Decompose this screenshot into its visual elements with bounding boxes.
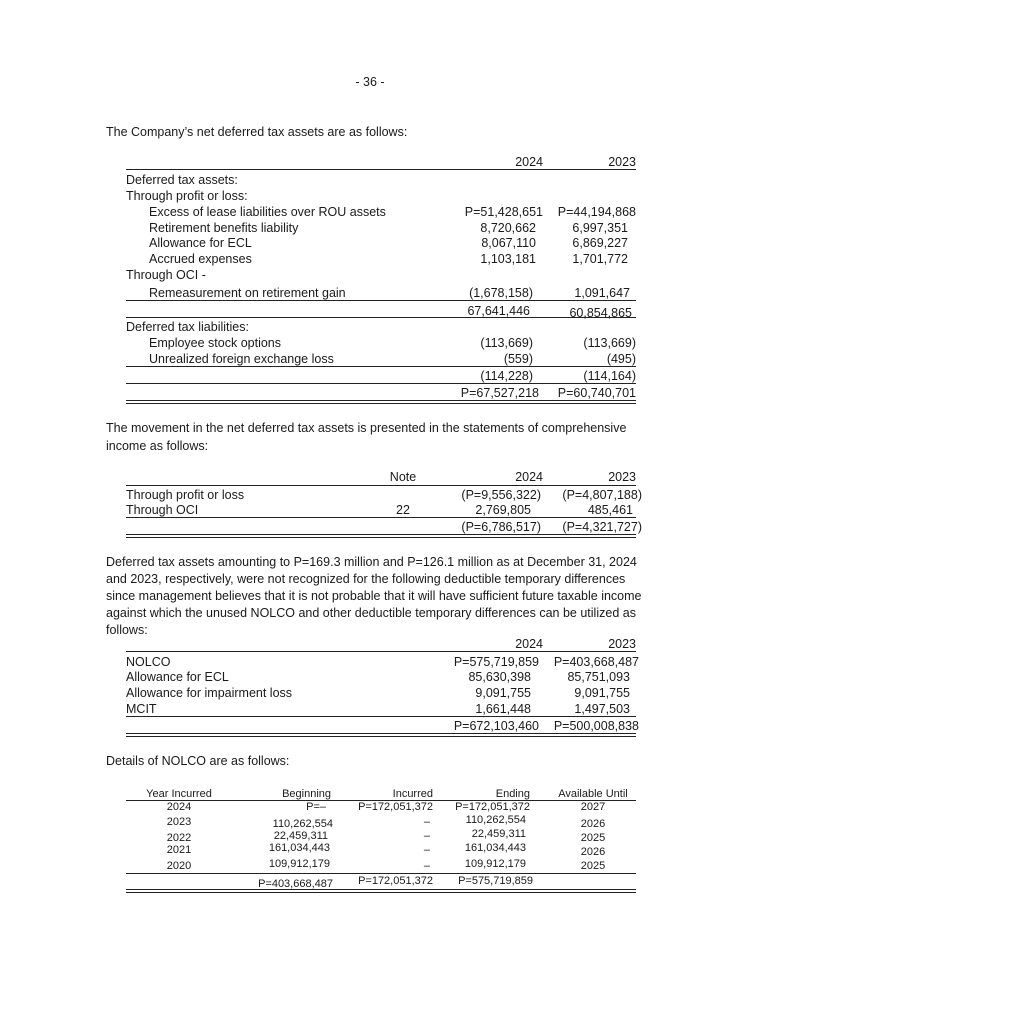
incurred: – (423, 816, 430, 828)
ending: 109,912,179 (464, 858, 526, 870)
t2-row-pl (126, 487, 642, 503)
value-2023: P=500,008,838 (553, 719, 639, 733)
t2-year-2024: 2024 (515, 470, 543, 484)
value-2023: (495) (606, 352, 636, 366)
label: Deferred tax assets: (126, 173, 238, 187)
header-year-incurred: Year Incurred (146, 788, 212, 800)
label: Unrealized foreign exchange loss (149, 352, 334, 366)
value-2024: 85,630,398 (468, 670, 531, 684)
value-2023: 9,091,755 (574, 686, 630, 700)
t1-row-remeasurement (126, 285, 636, 301)
value-2023: 6,997,351 (572, 221, 628, 235)
value-2024: 8,067,110 (481, 236, 536, 250)
t3-total-rule-a (126, 733, 636, 734)
t2-total (126, 519, 642, 535)
t3-rule (126, 716, 636, 717)
value-2024: (1,678,158) (469, 286, 533, 300)
t1-rule-2 (126, 317, 636, 318)
t1-assets-heading (126, 172, 636, 188)
ending: 22,459,311 (471, 828, 526, 840)
t3-header-row (126, 636, 636, 652)
year-incurred: 2023 (166, 816, 192, 828)
t1-pl-heading (126, 188, 636, 204)
label: Accrued expenses (149, 252, 252, 266)
table-row (126, 829, 636, 843)
value-2023: 6,869,227 (572, 236, 628, 250)
value-2024: 9,091,755 (475, 686, 531, 700)
value-2024: (P=9,556,322) (461, 488, 541, 502)
t3-row-nolco (126, 654, 639, 670)
value-2023: (P=4,321,727) (562, 520, 642, 534)
t1-total (126, 385, 636, 401)
t4-total (126, 874, 636, 888)
value-2024: 1,103,181 (480, 252, 536, 266)
page-number: - 36 - (355, 75, 385, 89)
value-2023: (113,669) (583, 336, 636, 350)
year-incurred: 2024 (166, 801, 192, 813)
t1-row-stock-options (126, 335, 636, 351)
t3-year-2023: 2023 (608, 637, 636, 651)
t2-total-rule-a (126, 534, 636, 535)
t1-total-rule-b (126, 403, 636, 404)
t1-rule-3 (126, 366, 636, 367)
label: Retirement benefits liability (149, 221, 299, 235)
incurred: – (423, 860, 430, 872)
value-2024: 2,769,805 (475, 503, 531, 517)
t2-total-rule-b (126, 537, 636, 538)
value-2023: 485,461 (587, 503, 633, 517)
total-beginning: P=403,668,487 (258, 878, 333, 890)
value-2024: 67,641,446 (467, 304, 530, 318)
intro-net-deferred-tax: The Company’s net deferred tax assets are as follows: (106, 125, 408, 139)
t4-total-rule-a (126, 889, 636, 890)
beginning: P=– (306, 801, 326, 813)
t3-total (126, 718, 639, 734)
value-2023: 1,701,772 (572, 252, 628, 266)
value-2023: 1,091,647 (574, 286, 630, 300)
total-incurred: P=172,051,372 (358, 875, 433, 887)
t1-row-retirement (126, 220, 636, 236)
t3-year-2024: 2024 (515, 637, 543, 651)
t4-header-row (126, 787, 636, 801)
header-available-until: Available Until (558, 788, 628, 800)
t1-total-rule-a (126, 400, 636, 401)
value-2023: P=44,194,868 (557, 205, 636, 219)
t1-year-2024: 2024 (515, 155, 543, 169)
value-2024: (113,669) (480, 336, 533, 350)
label: Through OCI (126, 503, 199, 517)
t2-row-oci (126, 502, 636, 518)
t2-header-row (126, 469, 636, 485)
value-2023: P=403,668,487 (553, 655, 639, 669)
value-2024: (559) (503, 352, 533, 366)
intro-movement: The movement in the net deferred tax assets is presented in the statements of comprehensive income as follows: (106, 421, 627, 453)
table-row (126, 843, 636, 857)
table-row (126, 800, 636, 814)
label: Employee stock options (149, 336, 282, 350)
t1-row-ecl (126, 235, 636, 251)
year-incurred: 2022 (166, 832, 192, 844)
value-2024: (114,228) (480, 369, 533, 383)
year-incurred: 2020 (166, 860, 192, 872)
ending: P=172,051,372 (455, 801, 530, 813)
t2-year-2023: 2023 (608, 470, 636, 484)
t1-rule-1 (126, 300, 636, 301)
t1-row-lease (126, 204, 636, 220)
t2-rule (126, 517, 636, 518)
header-incurred: Incurred (392, 788, 433, 800)
label: Excess of lease liabilities over ROU assets (149, 205, 386, 219)
value-2024: (P=6,786,517) (461, 520, 541, 534)
value-2023: P=60,740,701 (557, 386, 636, 400)
incurred: – (423, 844, 430, 856)
available-until: 2025 (580, 832, 606, 844)
beginning: 161,034,443 (268, 842, 330, 854)
beginning: 110,262,554 (272, 818, 333, 830)
t1-row-accrued (126, 251, 636, 267)
intro-nolco-details: Details of NOLCO are as follows: (106, 754, 290, 768)
t1-rule-4 (126, 383, 636, 384)
total-ending: P=575,719,859 (458, 875, 533, 887)
beginning: 22,459,311 (273, 830, 328, 842)
label: Through profit or loss: (126, 189, 248, 203)
t1-header-rule (126, 169, 636, 170)
ending: 161,034,443 (464, 842, 526, 854)
note-header: Note (389, 470, 417, 484)
t1-header-row (126, 154, 636, 170)
t1-oci-heading (126, 267, 636, 283)
value-2024: P=575,719,859 (453, 655, 539, 669)
header-beginning: Beginning (282, 788, 331, 800)
value-2023: 1,497,503 (574, 702, 630, 716)
label: Allowance for impairment loss (126, 686, 293, 700)
value-2023: (114,164) (583, 369, 636, 383)
incurred: – (423, 830, 430, 842)
available-until: 2027 (580, 801, 606, 813)
t1-year-2023: 2023 (608, 155, 636, 169)
label: Allowance for ECL (126, 670, 229, 684)
label: Allowance for ECL (149, 236, 252, 250)
label: Through profit or loss (126, 488, 245, 502)
t1-liab-heading (126, 319, 636, 335)
label: Remeasurement on retirement gain (149, 286, 346, 300)
value-2023: (P=4,807,188) (562, 488, 642, 502)
available-until: 2025 (580, 860, 606, 872)
header-ending: Ending (495, 788, 530, 800)
available-until: 2026 (580, 818, 606, 830)
t1-row-forex (126, 351, 636, 367)
value-2024: P=51,428,651 (464, 205, 543, 219)
incurred: P=172,051,372 (358, 801, 433, 813)
t1-subtotal-liab (126, 368, 636, 384)
t3-header-rule (126, 651, 636, 652)
year-incurred: 2021 (166, 844, 192, 856)
value-2024: P=672,103,460 (453, 719, 539, 733)
available-until: 2026 (580, 846, 606, 858)
label: Through OCI - (126, 268, 206, 282)
label: MCIT (126, 702, 157, 716)
beginning: 109,912,179 (268, 858, 330, 870)
label: NOLCO (126, 655, 171, 669)
t3-row-impairment (126, 685, 636, 701)
value-2024: P=67,527,218 (460, 386, 539, 400)
note-ref: 22 (396, 503, 410, 517)
intro-unrecognized: Deferred tax assets amounting to P=169.3 million and P=126.1 million as at December 31, 2024 and 2023, respectively, were not recognized for the following deductible temporary differences since management believes that it is not probable that it will have sufficient future taxable income against which the unused NOLCO and other deductible temporary differences can be utilized as follows: (106, 555, 642, 637)
table-row (126, 815, 636, 829)
t4-total-rule-b (126, 892, 636, 893)
value-2023: 85,751,093 (567, 670, 630, 684)
value-2024: 8,720,662 (480, 221, 536, 235)
ending: 110,262,554 (465, 814, 526, 826)
t3-row-ecl (126, 669, 636, 685)
t2-header-rule (126, 485, 636, 486)
label: Deferred tax liabilities: (126, 320, 249, 334)
t3-total-rule-b (126, 736, 636, 737)
value-2023: 60,854,865 (569, 306, 632, 320)
value-2024: 1,661,448 (475, 702, 531, 716)
table-row (126, 857, 636, 871)
t3-row-mcit (126, 701, 636, 717)
